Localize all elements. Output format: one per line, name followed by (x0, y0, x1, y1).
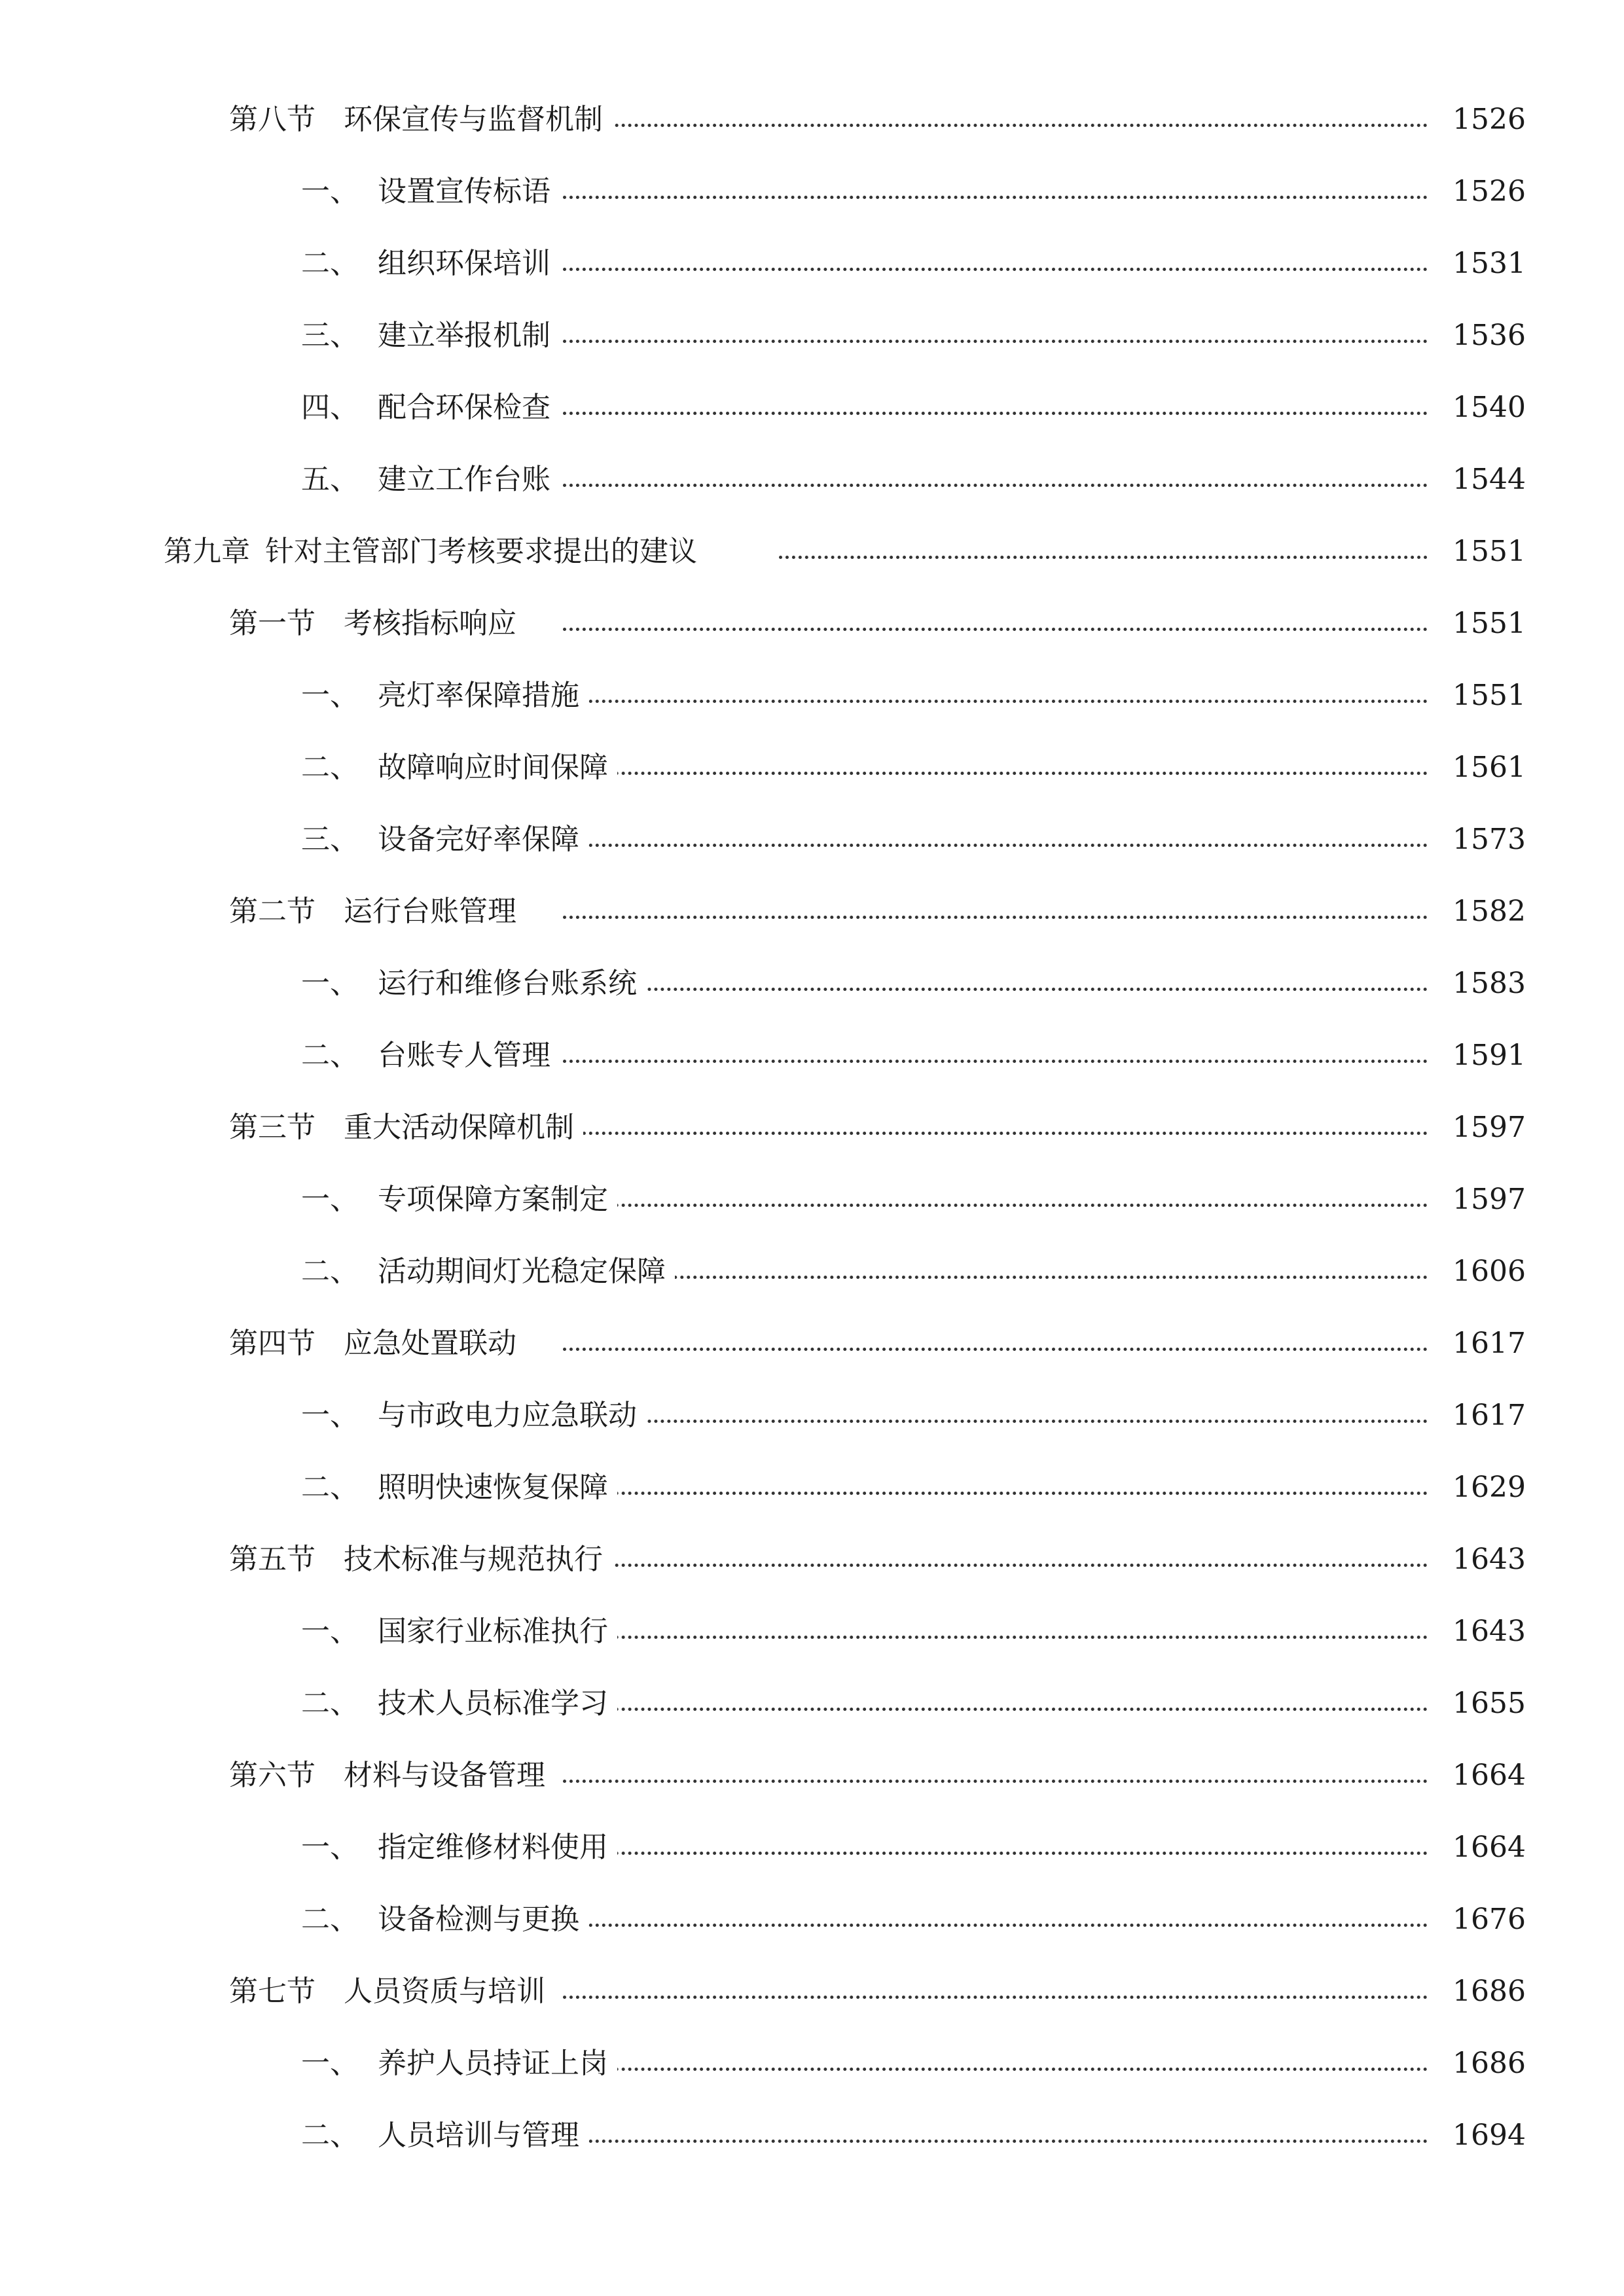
dot-leader (563, 1276, 1428, 1279)
toc-entry-section[interactable] (0, 588, 1624, 660)
toc-entry-item[interactable] (0, 804, 1624, 876)
page-number: 1551 (1443, 537, 1526, 566)
page-number: 1573 (1443, 825, 1526, 854)
page-number: 1617 (1443, 1329, 1526, 1358)
entry-title: 故障响应时间保障 (378, 753, 617, 782)
page-number: 1526 (1443, 177, 1526, 206)
entry-title: 建立工作台账 (378, 465, 560, 494)
item-number: 二、 (295, 2121, 378, 2150)
item-number: 二、 (295, 1689, 378, 1718)
item-number: 一、 (295, 1617, 378, 1646)
toc-entry-item[interactable] (0, 1236, 1624, 1308)
toc-entry-item[interactable] (0, 228, 1624, 300)
page-number: 1540 (1443, 393, 1526, 422)
toc-entry-item[interactable] (0, 660, 1624, 732)
entry-title: 指定维修材料使用 (378, 1833, 617, 1862)
dot-leader (563, 1996, 1428, 1999)
item-number: 一、 (295, 1401, 378, 1430)
entry-title: 重大活动保障机制 (344, 1113, 583, 1142)
toc-entry-section[interactable] (0, 876, 1624, 948)
item-number: 一、 (295, 1185, 378, 1214)
dot-leader (563, 1492, 1428, 1495)
toc-entry-item[interactable] (0, 1164, 1624, 1236)
item-number: 二、 (295, 1041, 378, 1070)
entry-title: 环保宣传与监督机制 (344, 105, 612, 134)
entry-title: 养护人员持证上岗 (378, 2049, 617, 2078)
dot-leader (563, 1348, 1428, 1351)
item-number: 三、 (295, 321, 378, 350)
section-label: 第六节 (229, 1761, 322, 1790)
entry-title: 设置宣传标语 (378, 177, 560, 206)
toc-entry-section[interactable] (0, 1092, 1624, 1164)
toc-entry-item[interactable] (0, 1452, 1624, 1524)
page-number: 1544 (1443, 465, 1526, 494)
dot-leader (563, 1708, 1428, 1711)
entry-title: 技术标准与规范执行 (344, 1545, 612, 1574)
toc-entry-item[interactable] (0, 1380, 1624, 1452)
dot-leader (563, 1132, 1428, 1135)
toc-entry-item[interactable] (0, 1812, 1624, 1884)
toc-entry-section[interactable] (0, 1956, 1624, 2028)
section-label: 第四节 (229, 1329, 322, 1358)
page-number: 1686 (1443, 2049, 1526, 2078)
page-number: 1664 (1443, 1761, 1526, 1790)
page-number: 1643 (1443, 1545, 1526, 1574)
page-number: 1655 (1443, 1689, 1526, 1718)
page-number: 1591 (1443, 1041, 1526, 1070)
dot-leader (563, 1636, 1428, 1639)
entry-title: 考核指标响应 (344, 609, 526, 638)
dot-leader (563, 2068, 1428, 2071)
section-label: 第五节 (229, 1545, 322, 1574)
chapter-label: 第九章 (164, 537, 257, 566)
entry-title: 专项保障方案制定 (378, 1185, 617, 1214)
toc-entry-item[interactable] (0, 300, 1624, 372)
section-label: 第三节 (229, 1113, 322, 1142)
item-number: 五、 (295, 465, 378, 494)
dot-leader (563, 916, 1428, 919)
dot-leader (563, 268, 1428, 271)
item-number: 一、 (295, 969, 378, 998)
toc-entry-item[interactable] (0, 156, 1624, 228)
dot-leader (563, 628, 1428, 631)
entry-title: 组织环保培训 (378, 249, 560, 278)
page-number: 1664 (1443, 1833, 1526, 1862)
item-number: 四、 (295, 393, 378, 422)
entry-title: 照明快速恢复保障 (378, 1473, 617, 1502)
dot-leader (779, 556, 1428, 559)
toc-entry-section[interactable] (0, 1524, 1624, 1596)
dot-leader (563, 1420, 1428, 1423)
toc-entry-section[interactable] (0, 84, 1624, 156)
dot-leader (563, 124, 1428, 127)
dot-leader (563, 412, 1428, 415)
toc-entry-section[interactable] (0, 1308, 1624, 1380)
page-number: 1583 (1443, 969, 1526, 998)
item-number: 二、 (295, 753, 378, 782)
toc-entry-chapter[interactable] (0, 516, 1624, 588)
page-number: 1617 (1443, 1401, 1526, 1430)
toc-entry-item[interactable] (0, 444, 1624, 516)
toc-entry-item[interactable] (0, 1020, 1624, 1092)
entry-title: 活动期间灯光稳定保障 (378, 1257, 675, 1286)
toc-entry-item[interactable] (0, 1884, 1624, 1956)
item-number: 一、 (295, 681, 378, 710)
entry-title: 运行和维修台账系统 (378, 969, 646, 998)
entry-title: 建立举报机制 (378, 321, 560, 350)
item-number: 三、 (295, 825, 378, 854)
section-label: 第一节 (229, 609, 322, 638)
entry-title: 设备检测与更换 (378, 1905, 588, 1934)
dot-leader (563, 1060, 1428, 1063)
dot-leader (563, 1204, 1428, 1207)
entry-title: 人员资质与培训 (344, 1977, 554, 2006)
item-number: 二、 (295, 1473, 378, 1502)
page-number: 1643 (1443, 1617, 1526, 1646)
page-number: 1676 (1443, 1905, 1526, 1934)
dot-leader (563, 196, 1428, 199)
item-number: 二、 (295, 249, 378, 278)
page-number: 1551 (1443, 681, 1526, 710)
section-label: 第八节 (229, 105, 322, 134)
dot-leader (563, 844, 1428, 847)
dot-leader (563, 340, 1428, 343)
dot-leader (563, 700, 1428, 703)
page-number: 1606 (1443, 1257, 1526, 1286)
page-number: 1686 (1443, 1977, 1526, 2006)
page-number: 1536 (1443, 321, 1526, 350)
toc-entry-item[interactable] (0, 372, 1624, 444)
toc-entry-item[interactable] (0, 1596, 1624, 1668)
toc-entry-item[interactable] (0, 732, 1624, 804)
page-number: 1629 (1443, 1473, 1526, 1502)
toc-entry-item[interactable] (0, 2100, 1624, 2172)
entry-title: 材料与设备管理 (344, 1761, 554, 1790)
dot-leader (563, 1564, 1428, 1567)
entry-title: 技术人员标准学习 (378, 1689, 617, 1718)
page-number: 1582 (1443, 897, 1526, 926)
dot-leader (563, 772, 1428, 775)
section-label: 第七节 (229, 1977, 322, 2006)
item-number: 一、 (295, 177, 378, 206)
toc-entry-section[interactable] (0, 1740, 1624, 1812)
toc-entry-item[interactable] (0, 948, 1624, 1020)
section-label: 第二节 (229, 897, 322, 926)
item-number: 二、 (295, 1257, 378, 1286)
item-number: 二、 (295, 1905, 378, 1934)
page-number: 1531 (1443, 249, 1526, 278)
dot-leader (563, 1852, 1428, 1855)
page-number: 1551 (1443, 609, 1526, 638)
entry-title: 针对主管部门考核要求提出的建议 (265, 537, 706, 566)
entry-title: 人员培训与管理 (378, 2121, 588, 2150)
item-number: 一、 (295, 2049, 378, 2078)
entry-title: 设备完好率保障 (378, 825, 588, 854)
entry-title: 运行台账管理 (344, 897, 526, 926)
entry-title: 亮灯率保障措施 (378, 681, 588, 710)
dot-leader (563, 2140, 1428, 2143)
entry-title: 配合环保检查 (378, 393, 560, 422)
entry-title: 台账专人管理 (378, 1041, 560, 1070)
dot-leader (563, 484, 1428, 487)
entry-title: 应急处置联动 (344, 1329, 526, 1358)
page-number: 1526 (1443, 105, 1526, 134)
dot-leader (563, 988, 1428, 991)
entry-title: 国家行业标准执行 (378, 1617, 617, 1646)
toc-entry-item[interactable] (0, 1668, 1624, 1740)
entry-title: 与市政电力应急联动 (378, 1401, 646, 1430)
page-number: 1597 (1443, 1113, 1526, 1142)
page-number: 1694 (1443, 2121, 1526, 2150)
item-number: 一、 (295, 1833, 378, 1862)
dot-leader (563, 1924, 1428, 1927)
toc-entry-item[interactable] (0, 2028, 1624, 2100)
page-number: 1597 (1443, 1185, 1526, 1214)
dot-leader (563, 1780, 1428, 1783)
page-number: 1561 (1443, 753, 1526, 782)
